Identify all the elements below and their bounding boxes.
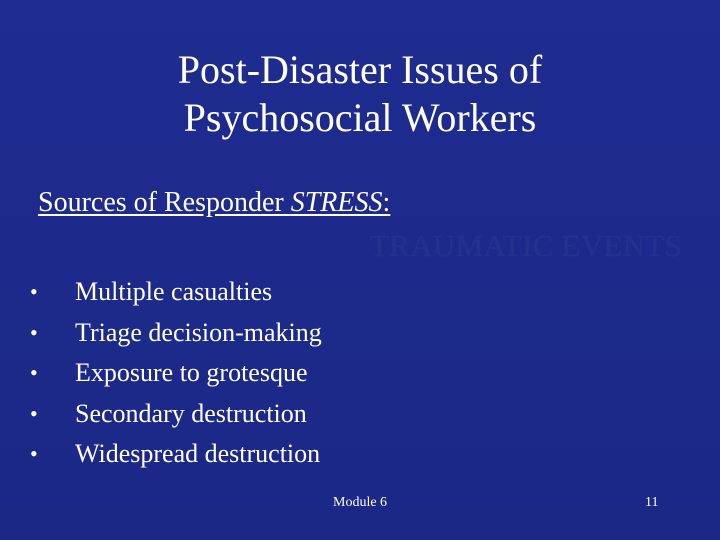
bullet-text: Triage decision-making [75, 317, 322, 347]
section-heading [38, 186, 390, 220]
bullet-icon: • [30, 360, 38, 385]
bullet-icon: • [30, 400, 38, 426]
page-number: 11 [645, 495, 659, 510]
section-heading-emphasis: STRESS [290, 187, 383, 218]
bullet-icon: • [30, 441, 38, 466]
bullet-text: Widespread destruction [75, 439, 321, 468]
bullet-icon: • [30, 279, 38, 304]
section-heading-prefix: Sources of Responder [38, 187, 291, 218]
footer-module-label: Module 6 [333, 495, 388, 510]
faded-heading: TRAUMATIC EVENTS [370, 228, 683, 263]
bullet-text: Secondary destruction [75, 398, 307, 428]
slide-title [0, 46, 720, 142]
slide-title-line-2: Psychosocial Workers [183, 95, 537, 140]
bullet-icon: • [30, 319, 38, 345]
slide-title-line-1: Post-Disaster Issues of [177, 47, 543, 92]
bullet-text: Multiple casualties [75, 277, 273, 306]
section-heading-suffix: : [382, 187, 391, 218]
bullet-text: Exposure to grotesque [75, 358, 308, 387]
